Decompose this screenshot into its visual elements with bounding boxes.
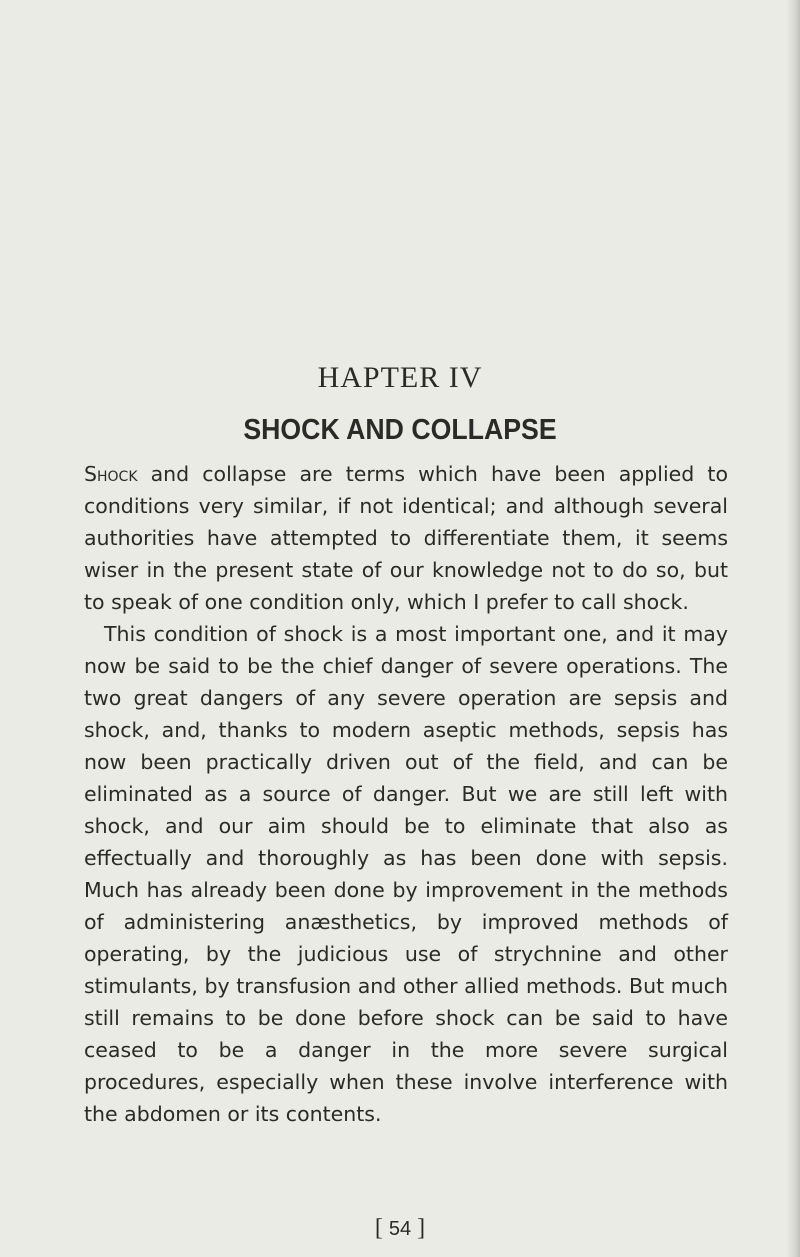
page-number-close-bracket: ] (417, 1215, 426, 1241)
page-number-value: 54 (388, 1218, 412, 1240)
paragraph-2-text: This condition of shock is a most important one, and it may now be said to be the chief danger of severe operations. The two great dangers of any severe operation are sepsis and shock, and, thanks to modern aseptic methods, sepsis has now been practically driven out of the field, and can be eliminated as a source of danger. But we are still left with shock, and our aim should be to eliminate that also as effectually and thoroughly as has been done with sepsis. Much has already been done by improvement in the methods of administering anæsthetics, by improved methods of operating, by the judicious use of strychnine and other stimulants, by transfusion and other allied methods. But much still remains to be done before shock can be said to have ceased to be a danger in the more severe surgical procedures, especially when these involve interference with the abdomen or its contents. (84, 622, 728, 1126)
chapter-title: SHOCK AND COLLAPSE (243, 414, 557, 446)
chapter-heading: HAPTER IV (317, 361, 483, 394)
paragraph-1 (84, 458, 728, 618)
page-number-open-bracket: [ (374, 1215, 383, 1241)
page-number (0, 1212, 800, 1245)
body-text (84, 458, 728, 1130)
paragraph-1-text: and collapse are terms which have been applied to conditions very similar, if not identical; and although several authorities have attempted to differentiate them, it seems wiser in the present state of our knowledge not to do so, but to speak of one condition only, which I prefer to call shock. (84, 462, 728, 614)
page-edge-shadow (786, 0, 800, 1257)
paragraph-1-lead: Shock (84, 462, 138, 486)
paragraph-2 (84, 618, 728, 1130)
